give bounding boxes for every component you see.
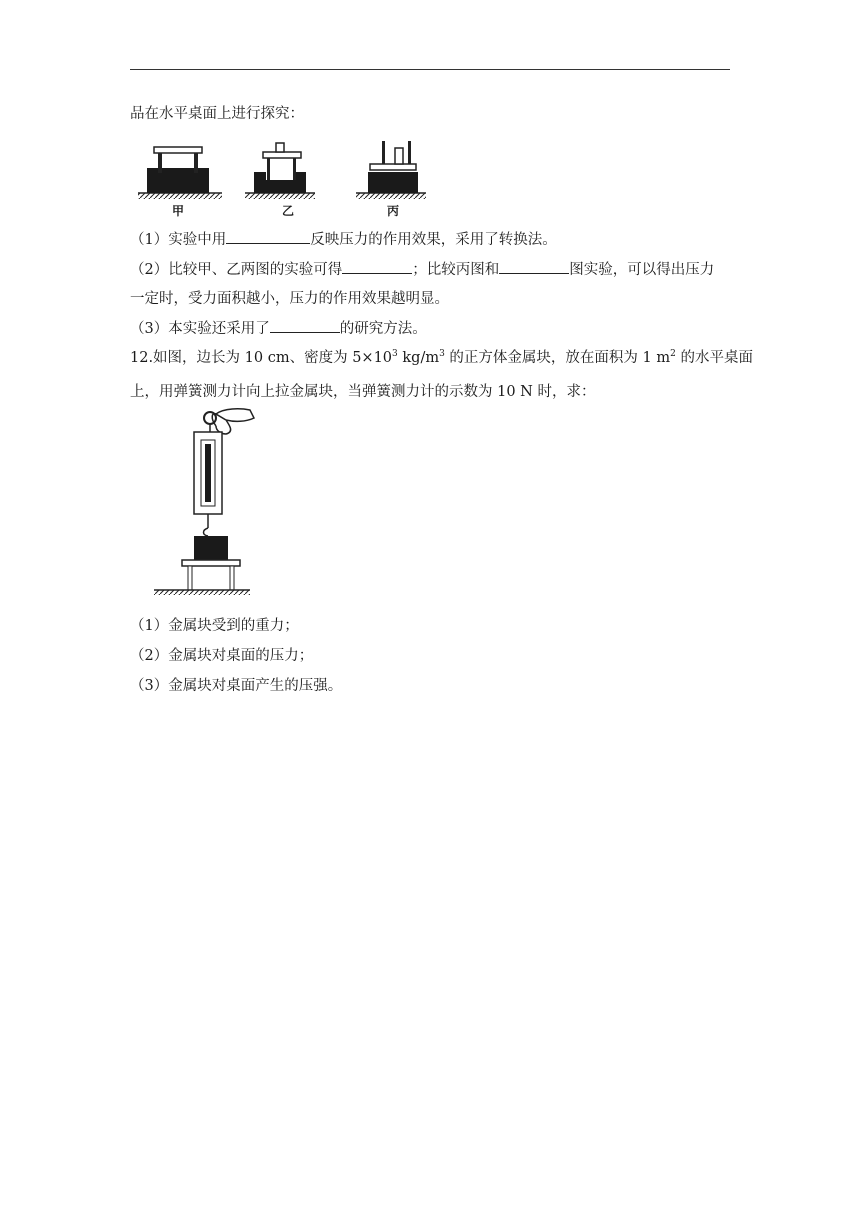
answer-blank[interactable] bbox=[226, 229, 310, 244]
q11-part3: （3）本实验还采用了 的研究方法。 bbox=[130, 318, 427, 339]
q12-sub1: （1）金属块受到的重力； bbox=[130, 618, 299, 634]
metal-block bbox=[194, 536, 228, 560]
caption-jia: 甲 bbox=[172, 204, 185, 218]
q11-part2-cont: 一定时，受力面积越小，压力的作用效果越明显。 bbox=[130, 291, 449, 307]
q11-part2: （2）比较甲、乙两图的实验可得 ；比较丙图和 图实验，可以得出压力 bbox=[130, 259, 714, 280]
q12-sub3: （3）金属块对桌面产生的压强。 bbox=[130, 678, 343, 694]
spring-scale-figure bbox=[150, 404, 260, 600]
q12-line2: 上，用弹簧测力计向上拉金属块，当弹簧测力计的示数为 10 N 时，求： bbox=[130, 384, 596, 400]
setup-jia bbox=[138, 147, 222, 199]
table bbox=[182, 560, 240, 566]
caption-yi: 乙 bbox=[282, 204, 295, 218]
answer-blank[interactable] bbox=[270, 318, 340, 333]
answer-blank[interactable] bbox=[342, 259, 412, 274]
caption-bing: 丙 bbox=[387, 204, 400, 218]
q12-sub2: （2）金属块对桌面的压力； bbox=[130, 648, 314, 664]
q11-part1: （1）实验中用 反映压力的作用效果，采用了转换法。 bbox=[130, 229, 557, 250]
q12-line1: 12.如图，边长为 10 cm、密度为 $5\times 10^3$ $kg/m^3$ 的正方体金属块，放在面积为 1 $m^2$ 的水平桌面 bbox=[130, 349, 753, 366]
hand-drawing bbox=[212, 409, 254, 434]
header-rule bbox=[130, 69, 730, 70]
setup-bing bbox=[356, 141, 426, 199]
intro-text: 品在水平桌面上进行探究： bbox=[130, 106, 304, 122]
answer-blank[interactable] bbox=[499, 259, 569, 274]
setup-yi bbox=[245, 143, 315, 199]
